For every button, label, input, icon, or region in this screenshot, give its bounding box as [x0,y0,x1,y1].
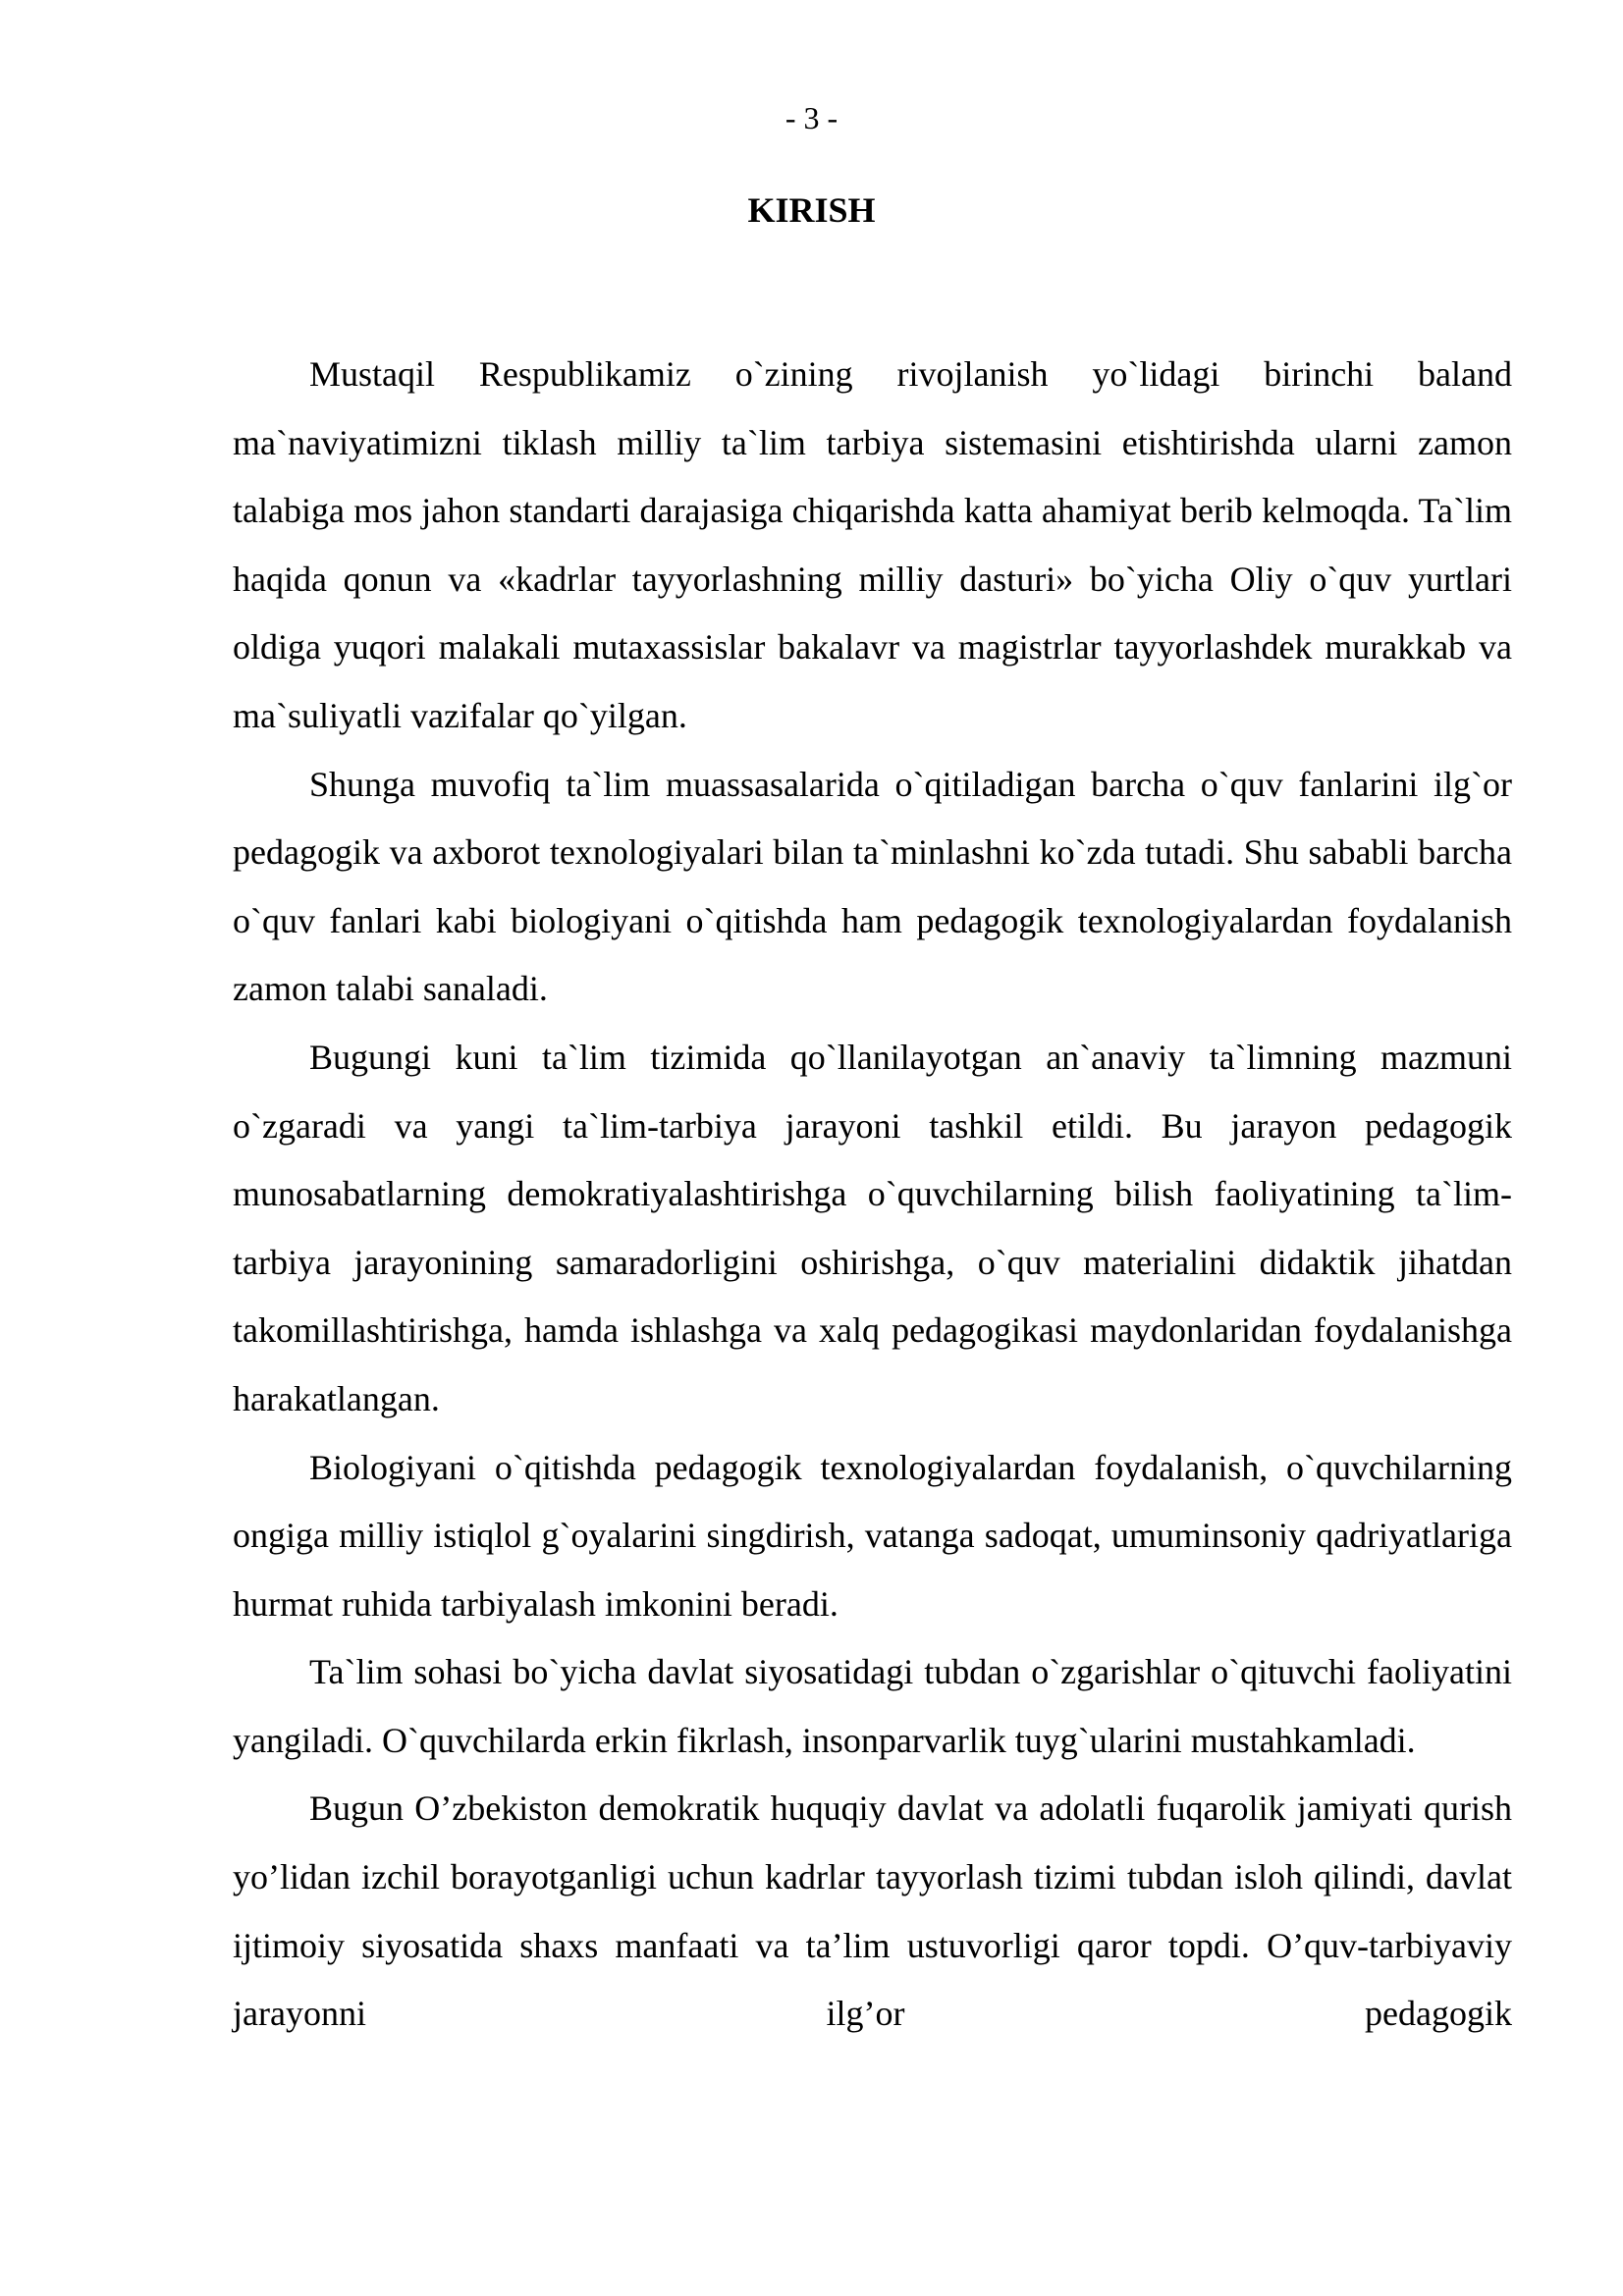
page-number: - 3 - [784,100,839,135]
paragraph-6: Bugun O’zbekiston demokratik huquqiy davlat va adolatli fuqarolik jamiyati qurish yo’lidan izchil borayotganligi uchun kadrlar tayyorlash tizimi tubdan isloh qilindi, davlat ijtimoiy siyosatida shaxs manfaati va ta’lim ustuvorligi qaror topdi. O’quv-tarbiyaviy jarayonni ilg’or pedagogik [233,1789,1512,2034]
document-body [233,341,1512,2049]
section-heading: KIRISH [747,190,876,230]
paragraph-4: Biologiyani o`qitishda pedagogik texnologiyalardan foydalanish, o`quvchilarning ongiga milliy istiqlol g`oyalarini singdirish, vatanga sadoqat, umuminsoniy qadriyatlariga hurmat ruhida tarbiyalash imkonini beradi. [233,1447,1512,1624]
paragraph-5: Ta`lim sohasi bo`yicha davlat siyosatidagi tubdan o`zgarishlar o`qituvchi faoliyatini yangiladi. O`quvchilarda erkin fikrlash, insonparvarlik tuyg`ularini mustahkamladi. [233,1652,1512,1760]
paragraph-3: Bugungi kuni ta`lim tizimida qo`llanilayotgan an`anaviy ta`limning mazmuni o`zgaradi va yangi ta`lim-tarbiya jarayoni tashkil etildi. Bu jarayon pedagogik munosabatlarning demokratiyalashtirishga o`quvchilarning bilish faoliyatining ta`lim-tarbiya jarayonining samaradorligini oshirishga, o`quv materialini didaktik jihatdan takomillashtirishga, hamda ishlashga va xalq pedagogikasi maydonlaridan foydalanishga harakatlangan. [233,1037,1512,1418]
paragraph-1: Mustaqil Respublikamiz o`zining rivojlanish yo`lidagi birinchi baland ma`naviyatimizni tiklash milliy ta`lim tarbiya sistemasini etishtirishda ularni zamon talabiga mos jahon standarti darajasiga chiqarishda katta ahamiyat berib kelmoqda. Ta`lim haqida qonun va «kadrlar tayyorlashning milliy dasturi» bo`yicha Oliy o`quv yurtlari oldiga yuqori malakali mutaxassislar bakalavr va magistrlar tayyorlashdek murakkab va ma`suliyatli vazifalar qo`yilgan. [233,354,1512,735]
paragraph-2: Shunga muvofiq ta`lim muassasalarida o`qitiladigan barcha o`quv fanlarini ilg`or pedagogik va axborot texnologiyalari bilan ta`minlashni ko`zda tutadi. Shu sababli barcha o`quv fanlari kabi biologiyani o`qitishda ham pedagogik texnologiyalardan foydalanish zamon talabi sanaladi. [233,764,1512,1009]
